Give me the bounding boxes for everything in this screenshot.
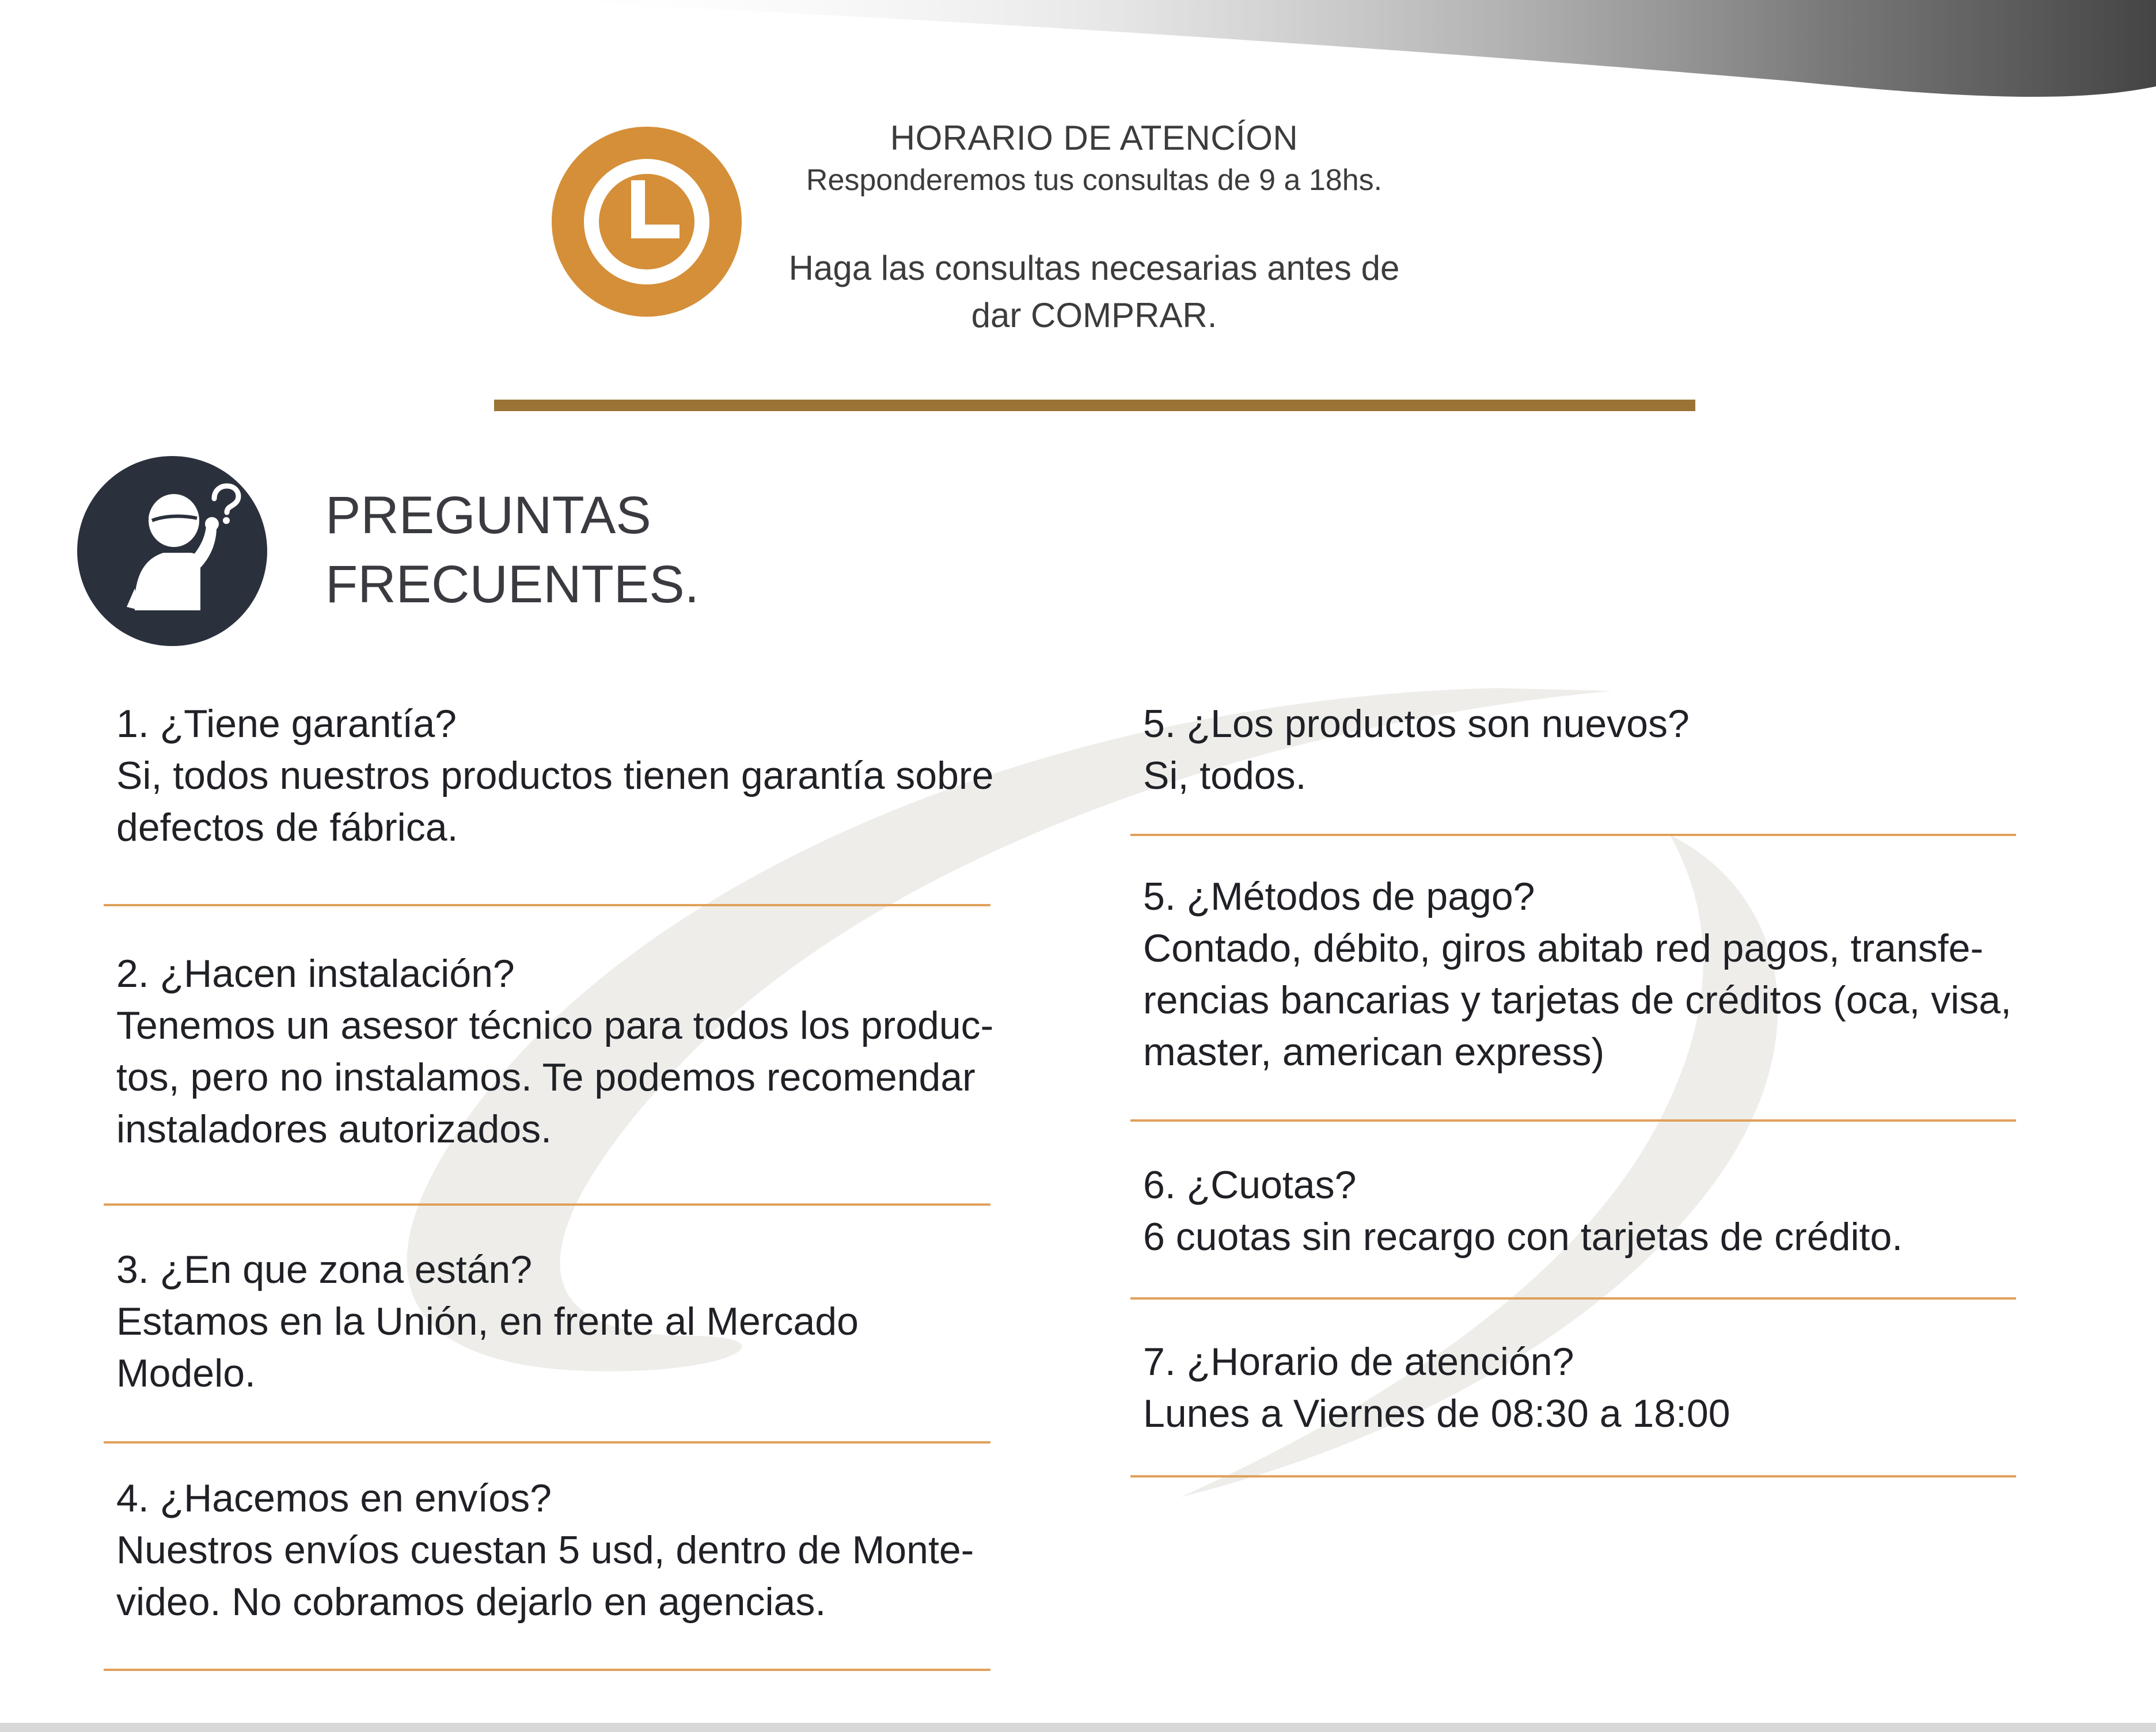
faq-question: 7. ¿Horario de atención? [1143,1340,1574,1384]
faq-separator [1130,1475,2016,1477]
faq-separator [104,1441,990,1444]
faq-separator [1130,834,2016,836]
faq-question: 5. ¿Métodos de pago? [1143,875,1535,918]
faq-question: 4. ¿Hacemos en envíos? [116,1476,552,1520]
faq-separator [104,904,990,906]
faq-title-line1: PREGUNTAS [325,486,651,545]
faq-separator [1130,1297,2016,1300]
clock-icon [552,127,742,317]
faq-answer: 6 cuotas sin recargo con tarjetas de crédito. [1143,1215,1903,1259]
faq-item [116,948,993,1155]
faq-answer: Estamos en la Unión, en frente al Mercado Modelo. [116,1300,859,1395]
faq-answer: Contado, débito, giros abitab red pagos, transfe- rencias bancarias y tarjetas de créditos (oca, visa, master, american express) [1143,926,2012,1074]
faq-item [1143,698,1690,802]
faq-item [1143,871,2011,1078]
faq-separator [104,1203,990,1206]
faq-title [325,481,699,619]
faq-answer: Si, todos. [1143,754,1307,797]
person-question-icon [77,456,267,646]
faq-question: 5. ¿Los productos son nuevos? [1143,702,1690,746]
faq-item [1143,1159,1903,1263]
faq-question: 2. ¿Hacen instalación? [116,952,515,996]
faq-item [1143,1336,1730,1439]
faq-answer: Lunes a Viernes de 08:30 a 18:00 [1143,1392,1730,1435]
faq-question: 3. ¿En que zona están? [116,1248,533,1292]
faq-question: 1. ¿Tiene garantía? [116,702,457,746]
faq-answer: Si, todos nuestros productos tienen garantía sobre defectos de fábrica. [116,754,994,849]
section-divider [494,400,1695,411]
faq-title-line2: FRECUENTES. [325,555,700,614]
bottom-band [0,1723,2156,1732]
faq-item [116,1472,974,1628]
faq-separator [1130,1119,2016,1122]
faq-answer: Nuestros envíos cuestan 5 usd, dentro de Monte- video. No cobramos dejarlo en agencias. [116,1528,974,1624]
hours-note: Haga las consultas necesarias antes de dar COMPRAR. [788,249,1400,335]
faq-item [116,698,993,853]
faq-item [116,1244,859,1399]
faq-separator [104,1669,990,1671]
hours-title: HORARIO DE ATENCÍON [890,119,1299,157]
faq-question: 6. ¿Cuotas? [1143,1163,1357,1207]
faq-answer: Tenemos un asesor técnico para todos los produc- tos, pero no instalamos. Te podemos recomendar instaladores autorizados. [116,1004,994,1151]
hours-subtitle: Responderemos tus consultas de 9 a 18hs. [806,164,1383,197]
